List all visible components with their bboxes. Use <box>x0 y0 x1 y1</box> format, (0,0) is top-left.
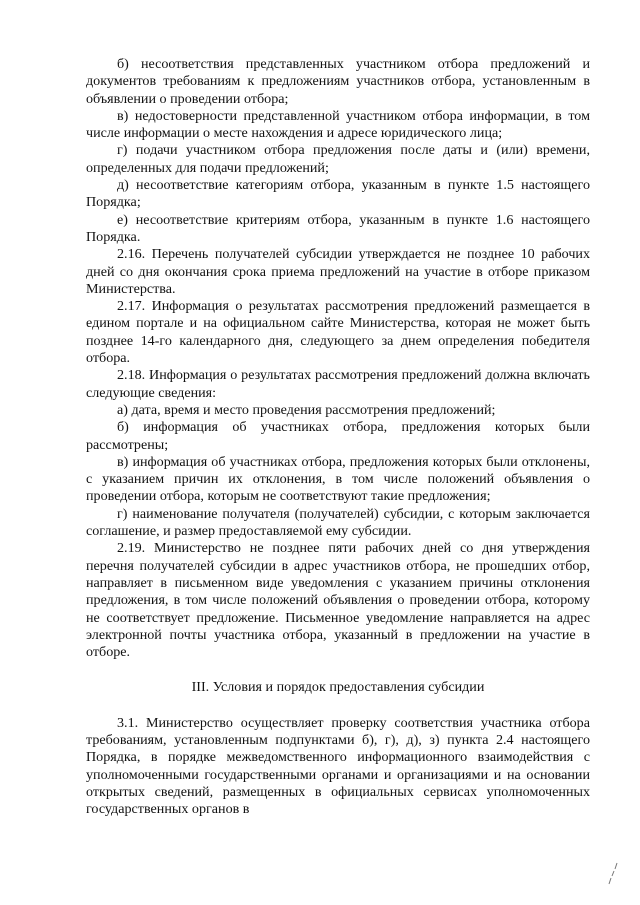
section-heading: III. Условия и порядок предоставления субсидии <box>191 679 485 696</box>
paragraph: д) несоответствие категориям отбора, указанным в пункте 1.5 настоящего Порядка; <box>86 177 590 211</box>
paragraph: б) информация об участниках отбора, предложения которых были рассмотрены; <box>86 419 590 453</box>
paragraph: 2.17. Информация о результатах рассмотрения предложений размещается в едином портале и на официальном сайте Министерства, которая не может быть позднее 14-го календарного дня, следующего за днем определения победителя отбора. <box>86 298 590 367</box>
paragraph: а) дата, время и место проведения рассмотрения предложений; <box>117 401 496 418</box>
paragraph: г) наименование получателя (получателей) субсидии, с которым заключается соглашение, и размер предоставляемой ему субсидии. <box>86 505 590 540</box>
paragraph: е) несоответствие критериям отбора, указанным в пункте 1.6 настоящего Порядка. <box>86 211 590 245</box>
paragraph: 2.19. Министерство не позднее пяти рабочих дней со дня утверждения перечня получателей субсидии в адрес участников отбора, не прошедших отбор, направляет в письменном виде уведомления с указанием причины отклонения предложения, в том числе положений объявления о проведении отбора, которому не соответствует предложение. Письменное уведомление направляется на адрес электронной почты участника отбора, указанный в предложении на участие в отборе. <box>86 540 590 661</box>
paragraph: в) информация об участниках отбора, предложения которых были отклонены, с указанием причин их отклонения, в том числе положений объявления о проведении отбора, которым не соответствуют такие предложения; <box>86 453 590 505</box>
body-text-top <box>86 56 590 661</box>
paragraph: в) недостоверности представленной участником отбора информации, в том числе информации о месте нахождения и адресе юридического лица; <box>86 107 590 142</box>
paragraph: 3.1. Министерство осуществляет проверку соответствия участника отбора требованиям, установленным подпунктами б), г), д), з) пункта 2.4 настоящего Порядка, в порядке межведомственного информационного взаимодействия с уполномоченными государственными органами и организациями и на основании открытых сведений, размещенных в официальных сервисах уполномоченных государственных органов в <box>86 714 590 818</box>
body-text-bottom <box>86 715 590 819</box>
pen-mark-icon <box>606 861 620 887</box>
paragraph: г) подачи участником отбора предложения после даты и (или) времени, определенных для подачи предложений; <box>86 142 590 176</box>
paragraph: б) несоответствия представленных участником отбора предложений и документов требованиям к предложениям участников отбора, установленным в объявлении о проведении отбора; <box>86 56 590 107</box>
paragraph: 2.18. Информация о результатах рассмотрения предложений должна включать следующие сведения: <box>86 367 590 401</box>
paragraph: 2.16. Перечень получателей субсидии утверждается не позднее 10 рабочих дней со дня окончания срока приема предложений на участие в отборе приказом Министерства. <box>86 246 590 297</box>
